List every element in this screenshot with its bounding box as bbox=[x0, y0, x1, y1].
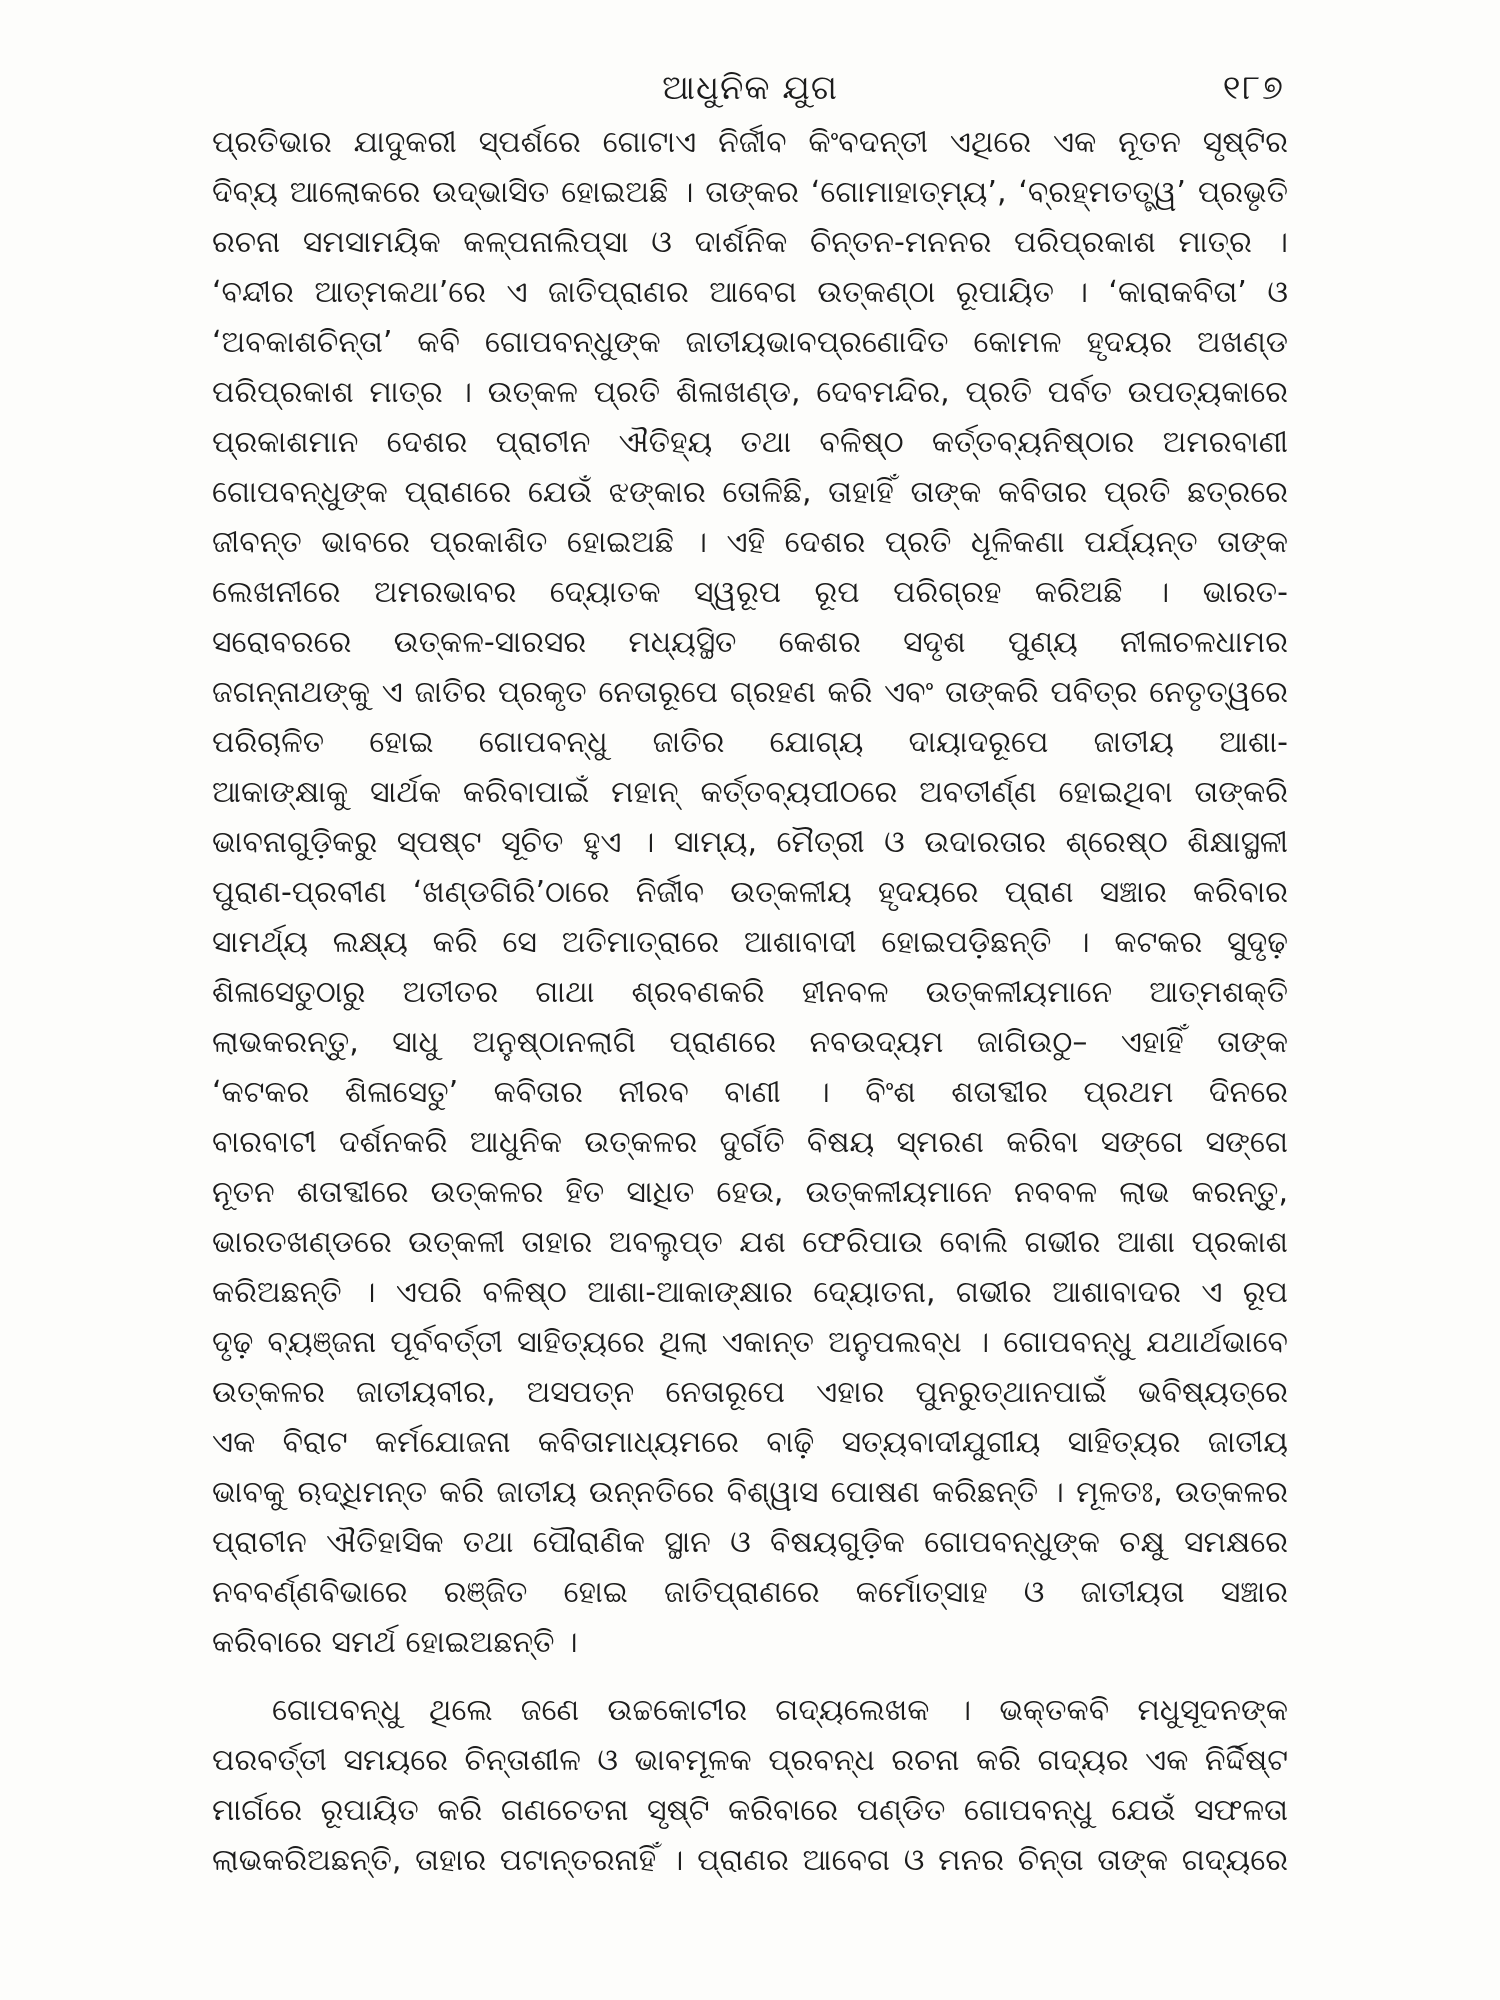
text-line: ବାରବାଟୀ ଦର୍ଶନକରି ଆଧୁନିକ ଉତ୍କଳର ଦୁର୍ଗତି ବିଷୟ ସ୍ମରଣ କରିବା ସଙ୍ଗେ ସଙ୍ଗେ bbox=[212, 1125, 1288, 1160]
text-line: କରିବାରେ ସମର୍ଥ ହୋଇଅଛନ୍ତି । bbox=[212, 1625, 578, 1660]
text-line: ସରୋବରରେ ଉତ୍କଳ-ସାରସର ମଧ୍ୟସ୍ଥିତ କେଶର ସଦୃଶ ପୁଣ୍ୟ ନୀଳାଚଳଧାମର bbox=[212, 625, 1288, 660]
text-line: ଭାବକୁ ଋଦ୍ଧିମନ୍ତ କରି ଜାତୀୟ ଉନ୍ନତିରେ ବିଶ୍ୱାସ ପୋଷଣ କରିଛନ୍ତି । ମୂଳତଃ, ଉତ୍କଳର bbox=[212, 1475, 1288, 1510]
text-line: ରଚନା ସମସାମୟିକ କଳ୍ପନାଲିପ୍ସା ଓ ଦାର୍ଶନିକ ଚିନ୍ତନ-ମନନର ପରିପ୍ରକାଶ ମାତ୍ର । bbox=[212, 225, 1288, 260]
text-line: ପରିଚାଳିତ ହୋଇ ଗୋପବନ୍ଧୁ ଜାତିର ଯୋଗ୍ୟ ଦାୟାଦରୂପେ ଜାତୀୟ ଆଶା- bbox=[212, 725, 1288, 760]
text-line: ଲାଭକରନ୍ତୁ, ସାଧୁ ଅନୁଷ୍ଠାନଲାଗି ପ୍ରାଣରେ ନବଉଦ୍ୟମ ଜାଗିଉଠୁ– ଏହାହିଁ ତାଙ୍କ bbox=[212, 1025, 1288, 1060]
text-line: ପ୍ରତିଭାର ଯାଦୁକରୀ ସ୍ପର୍ଶରେ ଗୋଟାଏ ନିର୍ଜୀବ କିଂବଦନ୍ତୀ ଏଥିରେ ଏକ ନୂତନ ସୃଷ୍ଟିର bbox=[212, 125, 1288, 160]
paragraph-1 bbox=[212, 118, 1288, 1668]
text-line: ପ୍ରକାଶମାନ ଦେଶର ପ୍ରାଚୀନ ଐତିହ୍ୟ ତଥା ବଳିଷ୍ଠ କର୍ତ୍ତବ୍ୟନିଷ୍ଠାର ଅମରବାଣୀ bbox=[212, 425, 1288, 460]
text-line: କରିଅଛନ୍ତି । ଏପରି ବଳିଷ୍ଠ ଆଶା-ଆକାଙ୍‌କ୍ଷାର ଦ୍ୟୋତନା, ଗଭୀର ଆଶାବାଦର ଏ ରୂପ bbox=[212, 1275, 1288, 1310]
text-line: ନବବର୍ଣ୍ଣବିଭାରେ ରଞ୍ଜିତ ହୋଇ ଜାତିପ୍ରାଣରେ କର୍ମୋତ୍ସାହ ଓ ଜାତୀୟତା ସଞ୍ଚାର bbox=[212, 1575, 1288, 1610]
text-line: ଗୋପବନ୍ଧୁ ଥିଲେ ଜଣେ ଉଚ୍ଚକୋଟୀର ଗଦ୍ୟଲେଖକ । ଭକ୍ତକବି ମଧୁସୂଦନଙ୍କ bbox=[272, 1693, 1288, 1728]
text-line: ଉତ୍କଳର ଜାତୀୟବୀର, ଅସପତ୍ନ ନେତାରୂପେ ଏହାର ପୁନରୁତ୍‌ଥାନପାଇଁ ଭବିଷ୍ୟତ୍‌ରେ bbox=[212, 1375, 1288, 1410]
page-number: ୧୮୭ bbox=[1222, 68, 1285, 108]
running-head bbox=[0, 58, 1500, 118]
body-text bbox=[212, 118, 1288, 1978]
text-line: ସାମର୍ଥ୍ୟ ଲକ୍ଷ୍ୟ କରି ସେ ଅତିମାତ୍ରାରେ ଆଶାବାଦୀ ହୋଇପଡ଼ିଛନ୍ତି । କଟକର ସୁଦୃଢ଼ bbox=[212, 925, 1288, 960]
text-line: ପରବର୍ତ୍ତୀ ସମୟରେ ଚିନ୍ତାଶୀଳ ଓ ଭାବମୂଳକ ପ୍ରବନ୍ଧ ରଚନା କରି ଗଦ୍ୟର ଏକ ନିର୍ଦ୍ଦିଷ୍ଟ bbox=[212, 1743, 1288, 1778]
text-line: ଦିବ୍ୟ ଆଲୋକରେ ଉଦ୍‌ଭାସିତ ହୋଇଅଛି । ତାଙ୍କର ‘ଗୋମାହାତ୍ମ୍ୟ’, ‘ବ୍ରହ୍ମତତ୍ତ୍ୱ’ ପ୍ରଭୃତି bbox=[212, 175, 1288, 210]
text-line: ଲାଭକରିଅଛନ୍ତି, ତାହାର ପଟାନ୍ତରନାହିଁ । ପ୍ରାଣର ଆବେଗ ଓ ମନର ଚିନ୍ତା ତାଙ୍କ ଗଦ୍ୟରେ bbox=[212, 1843, 1288, 1878]
running-title: ଆଧୁନିକ ଯୁଗ bbox=[662, 68, 838, 108]
text-line: ନୂତନ ଶତାବ୍ଦୀରେ ଉତ୍କଳର ହିତ ସାଧିତ ହେଉ, ଉତ୍କଳୀୟମାନେ ନବବଳ ଲାଭ କରନ୍ତୁ, bbox=[212, 1175, 1288, 1210]
text-line: ମାର୍ଗରେ ରୂପାୟିତ କରି ଗଣଚେତନା ସୃଷ୍ଟି କରିବାରେ ପଣ୍ଡିତ ଗୋପବନ୍ଧୁ ଯେଉଁ ସଫଳତା bbox=[212, 1793, 1288, 1828]
paragraph-gap bbox=[212, 1668, 1288, 1686]
text-line: ଜୀବନ୍ତ ଭାବରେ ପ୍ରକାଶିତ ହୋଇଅଛି । ଏହି ଦେଶର ପ୍ରତି ଧୂଳିକଣା ପର୍ଯ୍ୟନ୍ତ ତାଙ୍କ bbox=[212, 525, 1288, 560]
text-line: ଜଗନ୍ନାଥଙ୍କୁ ଏ ଜାତିର ପ୍ରକୃତ ନେତାରୂପେ ଗ୍ରହଣ କରି ଏବଂ ତାଙ୍କରି ପବିତ୍ର ନେତୃତ୍ୱରେ bbox=[212, 675, 1288, 710]
text-line: ଲେଖନୀରେ ଅମରଭାବର ଦ୍ୟୋତକ ସ୍ୱରୂପ ରୂପ ପରିଗ୍ରହ କରିଅଛି । ଭାରତ- bbox=[212, 575, 1288, 610]
text-line: ଭାରତଖଣ୍ଡରେ ଉତ୍କଳୀ ତାହାର ଅବଲୁପ୍ତ ଯଶ ଫେରିପାଉ ବୋଲି ଗଭୀର ଆଶା ପ୍ରକାଶ bbox=[212, 1225, 1288, 1260]
text-line: ‘ଅବକାଶଚିନ୍ତା’ କବି ଗୋପବନ୍ଧୁଙ୍କ ଜାତୀୟଭାବପ୍ରଣୋଦିତ କୋମଳ ହୃଦୟର ଅଖଣ୍ଡ bbox=[212, 325, 1288, 360]
text-line: ଭାବନାଗୁଡ଼ିକରୁ ସ୍ପଷ୍ଟ ସୂଚିତ ହୁଏ । ସାମ୍ୟ, ମୈତ୍ରୀ ଓ ଉଦାରତାର ଶ୍ରେଷ୍ଠ ଶିକ୍ଷାସ୍ଥଳୀ bbox=[212, 825, 1288, 860]
text-line: ଏକ ବିରାଟ କର୍ମଯୋଜନା କବିତାମାଧ୍ୟମରେ ବାଢ଼ି ସତ୍ୟବାଦୀଯୁଗୀୟ ସାହିତ୍ୟର ଜାତୀୟ bbox=[212, 1425, 1288, 1460]
paragraph-2 bbox=[212, 1686, 1288, 1886]
text-line: ଆକାଙ୍‌କ୍ଷାକୁ ସାର୍ଥକ କରିବାପାଇଁ ମହାନ୍ କର୍ତ୍ତବ୍ୟପୀଠରେ ଅବତୀର୍ଣ୍ଣ ହୋଇଥିବା ତାଙ୍କରି bbox=[212, 775, 1288, 810]
text-line: ‘କଟକର ଶିଳାସେତୁ’ କବିତାର ନୀରବ ବାଣୀ । ବିଂଶ ଶତାବ୍ଦୀର ପ୍ରଥମ ଦିନରେ bbox=[212, 1075, 1288, 1110]
text-line: ଗୋପବନ୍ଧୁଙ୍କ ପ୍ରାଣରେ ଯେଉଁ ଝଙ୍କାର ତୋଳିଛି, ତାହାହିଁ ତାଙ୍କ କବିତାର ପ୍ରତି ଛତ୍ରରେ bbox=[212, 475, 1288, 510]
text-line: ଦୃଢ଼ ବ୍ୟଞ୍ଜନା ପୂର୍ବବର୍ତ୍ତୀ ସାହିତ୍ୟରେ ଥିଲା ଏକାନ୍ତ ଅନୁପଲବ୍ଧ । ଗୋପବନ୍ଧୁ ଯଥାର୍ଥଭାବେ bbox=[212, 1325, 1288, 1360]
text-line: ପରିପ୍ରକାଶ ମାତ୍ର । ଉତ୍କଳ ପ୍ରତି ଶିଳାଖଣ୍ଡ, ଦେବମନ୍ଦିର, ପ୍ରତି ପର୍ବତ ଉପତ୍ୟକାରେ bbox=[212, 375, 1288, 410]
text-line: ପୁରାଣ-ପ୍ରବୀଣ ‘ଖଣ୍ଡଗିରି’ଠାରେ ନିର୍ଜୀବ ଉତ୍କଳୀୟ ହୃଦୟରେ ପ୍ରାଣ ସଞ୍ଚାର କରିବାର bbox=[212, 875, 1288, 910]
text-line: ‘ବନ୍ଦୀର ଆତ୍ମକଥା’ରେ ଏ ଜାତିପ୍ରାଣର ଆବେଗ ଉତ୍କଣ୍ଠା ରୂପାୟିତ । ‘କାରାକବିତା’ ଓ bbox=[212, 275, 1288, 310]
text-line: ଶିଳାସେତୁଠାରୁ ଅତୀତର ଗାଥା ଶ୍ରବଣକରି ହୀନବଳ ଉତ୍କଳୀୟମାନେ ଆତ୍ମଶକ୍ତି bbox=[212, 975, 1288, 1010]
text-line: ପ୍ରାଚୀନ ଐତିହାସିକ ତଥା ପୌରାଣିକ ସ୍ଥାନ ଓ ବିଷୟଗୁଡ଼ିକ ଗୋପବନ୍ଧୁଙ୍କ ଚକ୍ଷୁ ସମକ୍ଷରେ bbox=[212, 1525, 1288, 1560]
